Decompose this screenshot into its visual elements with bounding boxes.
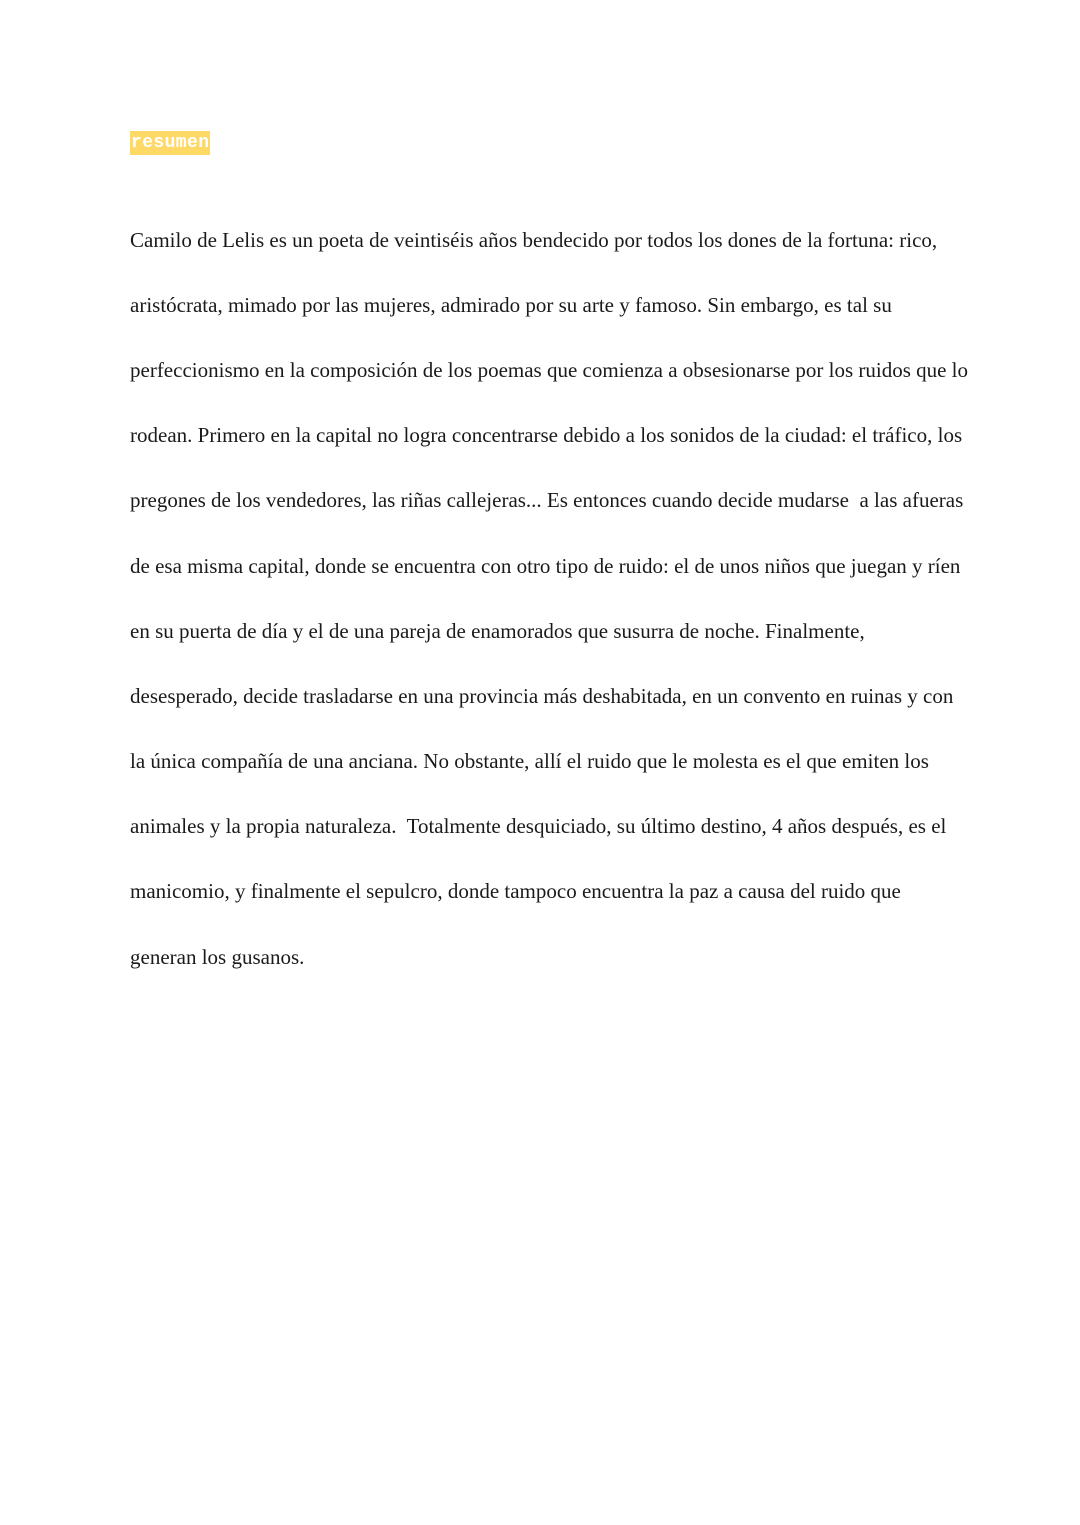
paragraph-line: de esa misma capital, donde se encuentra con otro tipo de ruido: el de unos niños que juegan y ríen bbox=[130, 553, 961, 578]
paragraph-line: Camilo de Lelis es un poeta de veintiséis años bendecido por todos los dones de la fortuna: rico, bbox=[130, 227, 938, 252]
paragraph-line: pregones de los vendedores, las riñas callejeras... Es entonces cuando decide mudarse a las afueras bbox=[130, 488, 964, 513]
paragraph-line: en su puerta de día y el de una pareja de enamorados que susurra de noche. Finalmente, bbox=[130, 618, 865, 643]
paragraph-line: animales y la propia naturaleza. Totalmente desquiciado, su último destino, 4 años después, es el bbox=[130, 814, 947, 839]
section-label-resumen: resumen bbox=[131, 133, 210, 153]
paragraph-line: manicomio, y finalmente el sepulcro, donde tampoco encuentra la paz a causa del ruido que bbox=[130, 879, 901, 904]
paragraph-line: generan los gusanos. bbox=[130, 944, 305, 969]
summary-paragraph bbox=[130, 191, 969, 1006]
paragraph-line: aristócrata, mimado por las mujeres, admirado por su arte y famoso. Sin embargo, es tal su bbox=[130, 292, 892, 317]
paragraph-line: perfeccionismo en la composición de los poemas que comienza a obsesionarse por los ruidos que lo bbox=[130, 357, 969, 382]
paragraph-line: rodean. Primero en la capital no logra concentrarse debido a los sonidos de la ciudad: el tráfico, los bbox=[130, 423, 963, 448]
paragraph-line: la única compañía de una anciana. No obstante, allí el ruido que le molesta es el que emiten los bbox=[130, 749, 929, 774]
paragraph-line: desesperado, decide trasladarse en una provincia más deshabitada, en un convento en ruinas y con bbox=[130, 683, 954, 708]
